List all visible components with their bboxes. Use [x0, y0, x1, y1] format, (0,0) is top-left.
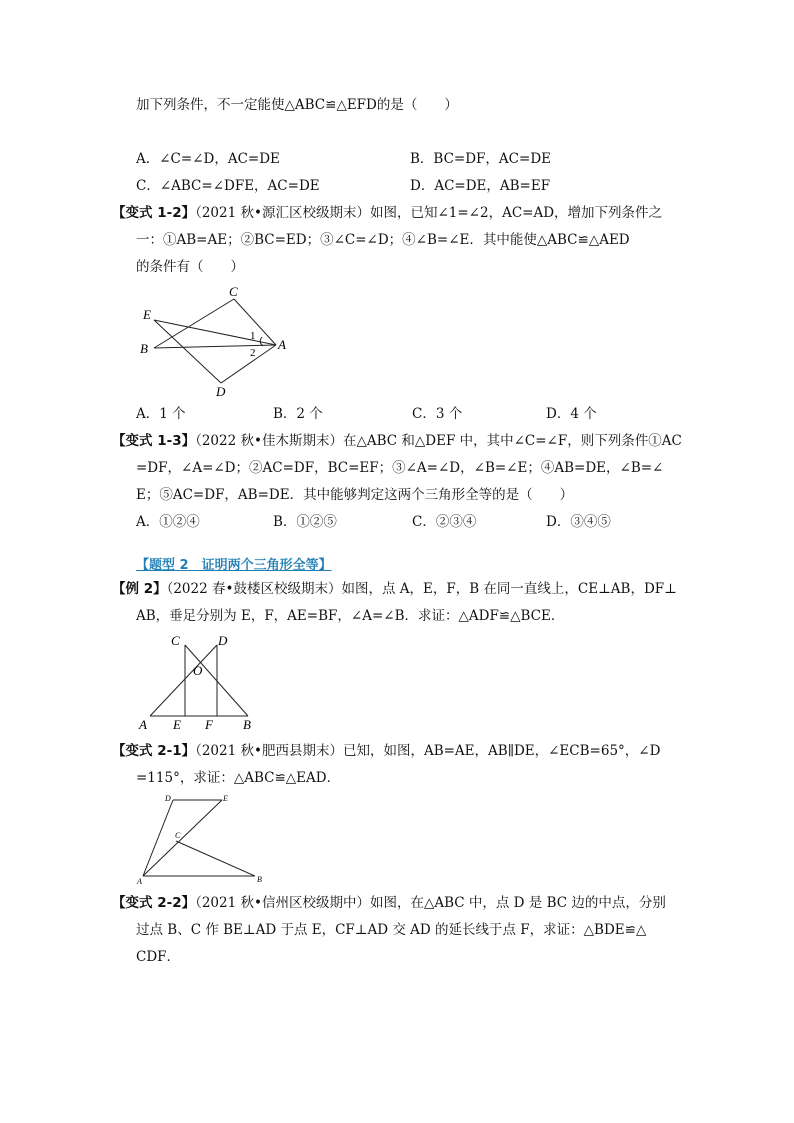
label-e: E: [173, 717, 181, 732]
example-2-line-2: AB，垂足分别为 E，F，AE=BF，∠A=∠B．求证：△ADF≌△BCE．: [136, 608, 565, 624]
label-d: D: [165, 794, 171, 803]
example-2-line-1: [112, 580, 677, 598]
figure-example-2: [134, 630, 264, 732]
label-f: F: [205, 717, 213, 732]
question-2-1-line-1: [112, 742, 660, 760]
option-d: D．4 个: [546, 406, 597, 422]
question-tag: 【变式 1-2】: [112, 205, 196, 221]
label-o: O: [193, 663, 203, 678]
question-2-1-line-2: =115°，求证：△ABC≌△EAD．: [136, 770, 341, 786]
question-tag: 【变式 2-1】: [112, 743, 196, 759]
question-2-2-line-1: [112, 894, 666, 912]
question-text: （2022 春•鼓楼区校级期末）如图，点 A，E，F，B 在同一直线上，CE⊥AB，DF⊥: [166, 581, 677, 597]
label-2: 2: [250, 347, 256, 359]
question-tag: 【变式 1-3】: [112, 433, 196, 449]
question-text: （2021 秋•源汇区校级期末）如图，已知∠1=∠2，AC=AD，增加下列条件之: [195, 205, 663, 221]
option-d: D．AC=DE，AB=EF: [410, 178, 551, 194]
label-a: A: [278, 337, 286, 352]
label-b: B: [257, 875, 262, 884]
label-a: A: [137, 877, 142, 886]
option-a: A．1 个: [136, 406, 186, 422]
question-2-2-line-3: CDF．: [136, 949, 181, 965]
label-1: 1: [250, 330, 256, 342]
option-a: A．①②④: [136, 514, 200, 530]
label-c: C: [175, 831, 181, 840]
question-1-2-line-1: [112, 204, 662, 222]
option-a: A．∠C=∠D，AC=DE: [136, 151, 280, 167]
question-tag: 【变式 2-2】: [112, 895, 196, 911]
option-b: B．①②⑤: [273, 514, 337, 530]
label-a: A: [139, 717, 147, 732]
question-1-3-line-1: [112, 432, 682, 450]
section-heading: 【题型 2 证明两个三角形全等】: [136, 558, 332, 573]
question-text: （2021 秋•肥西县期末）已知，如图，AB=AE，AB∥DE，∠ECB=65°，∠D: [195, 743, 661, 759]
label-e: E: [143, 307, 151, 322]
label-d: D: [216, 384, 226, 399]
question-1-2-line-2: 一：①AB=AE；②BC=ED；③∠C=∠D；④∠B=∠E．其中能使△ABC≌△AED: [136, 232, 630, 248]
option-d: D．③④⑤: [546, 514, 611, 530]
label-c: C: [171, 633, 180, 648]
label-e: E: [223, 794, 228, 803]
label-b: B: [243, 717, 251, 732]
question-1-3-line-3: E；⑤AC=DF，AB=DE．其中能够判定这两个三角形全等的是（ ）: [136, 487, 574, 503]
question-text: （2021 秋•信州区校级期中）如图，在△ABC 中，点 D 是 BC 边的中点，分别: [195, 895, 666, 911]
figure-2-1: [134, 790, 270, 886]
question-2-2-line-2: 过点 B、C 作 BE⊥AD 于点 E，CF⊥AD 交 AD 的延长线于点 F，求证：△BDE≌△: [136, 922, 647, 938]
option-b: B．2 个: [273, 406, 323, 422]
option-c: C．3 个: [412, 406, 463, 422]
question-text: （2022 秋•佳木斯期末）在△ABC 和△DEF 中，其中∠C=∠F，则下列条件①AC: [195, 433, 682, 449]
option-b: B．BC=DF，AC=DE: [410, 151, 551, 167]
question-1-2-line-3: 的条件有（ ）: [136, 259, 244, 275]
question-1-3-line-2: =DF，∠A=∠D；②AC=DF，BC=EF；③∠A=∠D，∠B=∠E；④AB=DE，∠B=∠: [136, 460, 664, 476]
label-c: C: [229, 284, 238, 299]
question-tag: 【例 2】: [112, 581, 167, 597]
label-b: B: [140, 341, 148, 356]
option-c: C．②③④: [412, 514, 477, 530]
figure-1-2: [136, 282, 296, 400]
question-text-line: 加下列条件，不一定能使△ABC≌△EFD的是（ ）: [136, 97, 458, 113]
option-c: C．∠ABC=∠DFE，AC=DE: [136, 178, 320, 194]
label-d: D: [218, 633, 228, 648]
